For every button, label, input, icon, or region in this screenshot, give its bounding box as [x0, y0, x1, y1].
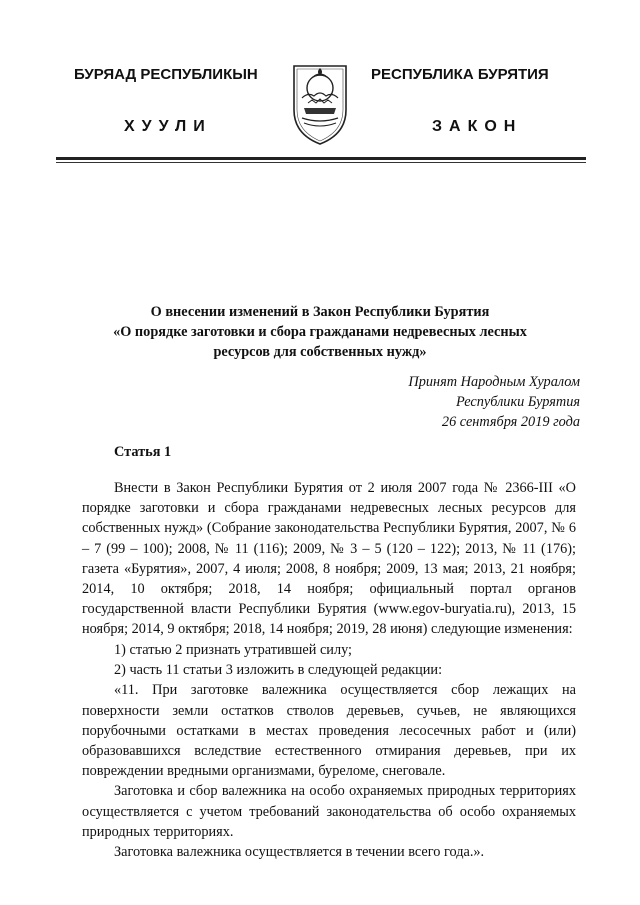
header-rule-thick	[56, 157, 586, 160]
law-title-line: ресурсов для собственных нужд»	[213, 344, 427, 360]
header-left-title: БУРЯАД РЕСПУБЛИКЫН	[74, 66, 258, 83]
law-title	[60, 302, 580, 362]
list-item: 1) статью 2 признать утратившей силу;	[114, 642, 353, 658]
article-heading: Статья 1	[114, 444, 172, 460]
quoted-paragraph: Заготовка и сбор валежника на особо охраняемых природных территориях осуществляется с учетом требований законодательства об особо охраняемых природных территориях.	[82, 783, 576, 840]
header-left-subtitle: ХУУЛИ	[124, 118, 212, 135]
paragraph: Внести в Закон Республики Бурятия от 2 июля 2007 года № 2366-III «О порядке заготовки и сбора гражданами недревесных лесных ресурсов для собственных нужд» (Собрание законодательства Республики Бурятия, 2007, № 6 – 7 (99 – 100); 2008, № 11 (116); 2009, № 3 – 5 (120 – 122); 2013, № 11 (176); газета «Бурятия», 2007, 4 июля; 2008, 8 ноября; 2009, 13 мая; 2013, 21 ноября; 2014, 10 октября; 2018, 14 ноября; официальный портал органов государственной власти Республики Бурятия (www.egov-buryatia.ru), 2013, 15 ноября; 2014, 9 октября; 2018, 14 ноября; 2019, 28 июня) следующие изменения:	[82, 480, 576, 638]
quoted-paragraph: «11. При заготовке валежника осуществляется сбор лежащих на поверхности земли остатков стволов деревьев, сучьев, не являющихся порубочными остатками в местах проведения лесосечных работ и (или) образовавшихся вследствие естественного отмирания деревьев, при их повреждении вредными организмами, буреломе, снеговале.	[82, 682, 576, 780]
coat-of-arms-icon	[288, 58, 352, 146]
law-title-line: «О порядке заготовки и сбора гражданами недревесных лесных	[113, 324, 527, 340]
article-body-intro	[82, 478, 576, 640]
header-right-subtitle: ЗАКОН	[432, 118, 523, 135]
adoption-line: Принят Народным Хуралом	[408, 374, 580, 390]
law-title-line: О внесении изменений в Закон Республики Бурятия	[150, 304, 490, 320]
quoted-paragraph: Заготовка валежника осуществляется в течении всего года.».	[114, 844, 485, 861]
adoption-line: Республики Бурятия	[456, 394, 580, 410]
adoption-note	[408, 372, 580, 432]
header-rule-thin	[56, 162, 586, 163]
list-item: 2) часть 11 статьи 3 изложить в следующей редакции:	[114, 662, 443, 679]
article-body-items	[82, 640, 576, 862]
header-right-title: РЕСПУБЛИКА БУРЯТИЯ	[371, 66, 549, 83]
adoption-date: 26 сентября 2019 года	[441, 414, 580, 430]
